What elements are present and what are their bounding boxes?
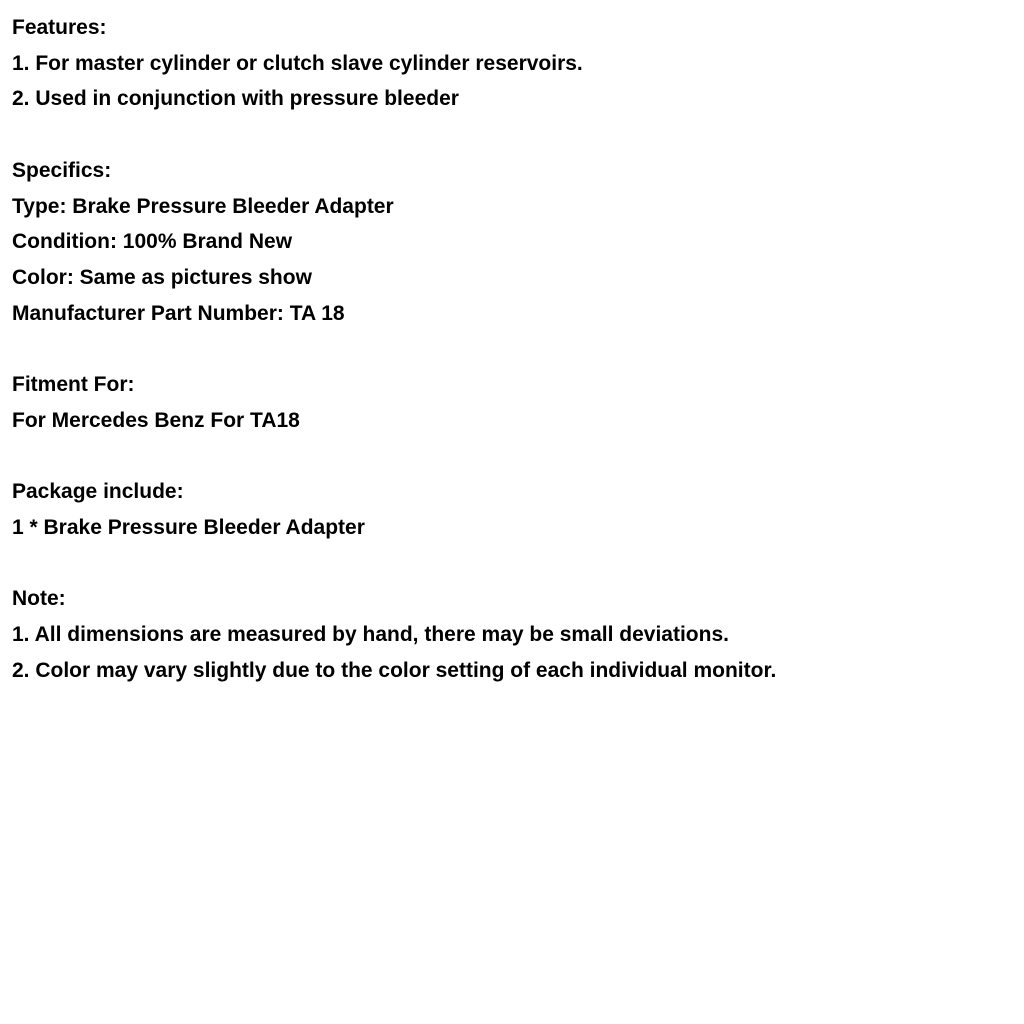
description-line: 1. All dimensions are measured by hand, there may be small deviations. bbox=[12, 622, 729, 646]
description-section bbox=[12, 474, 1012, 545]
section-heading: Fitment For: bbox=[12, 373, 135, 396]
section-heading: Features: bbox=[12, 16, 107, 39]
description-section bbox=[12, 581, 1012, 688]
description-line: 2. Color may vary slightly due to the color setting of each individual monitor. bbox=[12, 658, 777, 682]
description-line: 2. Used in conjunction with pressure bleeder bbox=[12, 87, 459, 111]
section-heading: Specifics: bbox=[12, 158, 112, 182]
description-line: Manufacturer Part Number: TA 18 bbox=[12, 301, 345, 325]
description-line: Type: Brake Pressure Bleeder Adapter bbox=[12, 194, 394, 218]
description-line: Condition: 100% Brand New bbox=[12, 230, 293, 254]
description-line: 1 * Brake Pressure Bleeder Adapter bbox=[12, 515, 365, 539]
description-line: 1. For master cylinder or clutch slave cylinder reservoirs. bbox=[12, 51, 583, 75]
section-heading: Note: bbox=[12, 587, 66, 611]
description-line: For Mercedes Benz For TA18 bbox=[12, 408, 300, 432]
section-heading: Package include: bbox=[12, 480, 184, 504]
description-section bbox=[12, 10, 1012, 117]
description-line: Color: Same as pictures show bbox=[12, 265, 312, 289]
description-section bbox=[12, 367, 1012, 438]
description-section bbox=[12, 153, 1012, 332]
product-description bbox=[12, 10, 1012, 688]
